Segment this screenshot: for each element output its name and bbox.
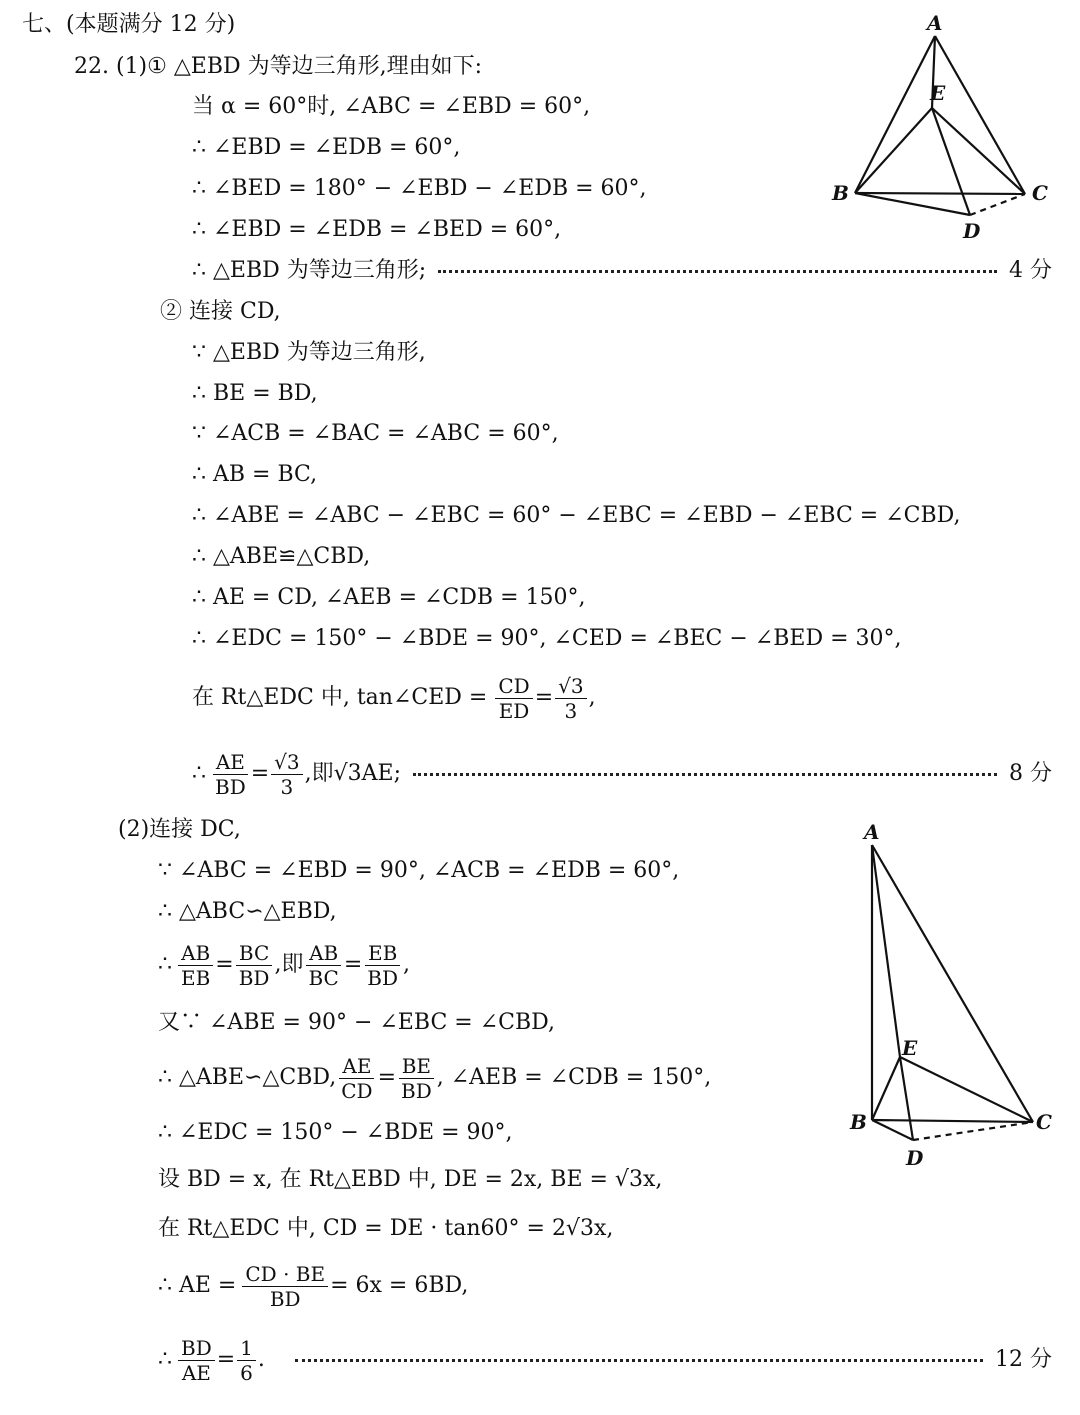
proof-line: ∴ AB = BC, — [192, 462, 318, 487]
denominator: BC — [308, 965, 339, 990]
proof-step-2: ② 连接 CD, — [160, 299, 281, 324]
segment-dc-dashed — [913, 1122, 1033, 1140]
proof-line: 又∵ ∠ABE = 90° − ∠EBC = ∠CBD, — [158, 1010, 555, 1035]
proof-line-fraction — [158, 1256, 468, 1316]
segment-ac — [935, 36, 1025, 194]
numerator: BE — [399, 1054, 434, 1079]
proof-text: = 6x = 6BD, — [330, 1273, 469, 1298]
fraction — [178, 941, 213, 990]
vertex-label-a: A — [927, 11, 943, 35]
fraction — [178, 1336, 215, 1385]
proof-line: ∴ ∠EBD = ∠EDB = ∠BED = 60°, — [192, 217, 562, 242]
segment-bd — [872, 1120, 913, 1140]
score-mark: 12 分 — [995, 1347, 1052, 1372]
proof-line: ∵ ∠ABC = ∠EBD = 90°, ∠ACB = ∠EDB = 60°, — [158, 858, 680, 883]
denominator: 3 — [564, 698, 578, 723]
segment-bc — [872, 1120, 1033, 1122]
fraction — [271, 750, 302, 799]
proof-text: ∴ △EBD 为等边三角形; — [192, 258, 427, 283]
proof-line-scored — [192, 256, 1052, 286]
denominator: BD — [269, 1286, 301, 1311]
segment-ac — [872, 845, 1033, 1122]
numerator: BD — [178, 1336, 215, 1361]
numerator: BC — [236, 941, 272, 966]
proof-line-scored — [158, 1330, 1052, 1390]
segment-ae — [872, 845, 900, 1057]
score-leader — [413, 773, 997, 776]
proof-text: ∴ — [158, 952, 172, 977]
proof-text: , — [403, 952, 411, 977]
equals-sign: = — [377, 1065, 397, 1090]
proof-line: ∴ ∠EBD = ∠EDB = 60°, — [192, 135, 461, 160]
proof-text: ∴ — [158, 1347, 172, 1372]
denominator: CD — [341, 1078, 373, 1103]
segment-bd — [855, 193, 970, 215]
equals-sign: = — [343, 952, 363, 977]
denominator: AE — [181, 1360, 211, 1385]
proof-text: 在 Rt△EDC 中, tan∠CED = — [192, 685, 488, 710]
proof-line: ∴ △ABC∽△EBD, — [158, 899, 337, 924]
proof-line: ∵ △EBD 为等边三角形, — [192, 340, 426, 365]
vertex-label-d: D — [906, 1146, 924, 1170]
part-2-intro: (2)连接 DC, — [118, 817, 241, 842]
numerator: √3 — [271, 750, 302, 775]
numerator: CD — [495, 674, 532, 699]
vertex-label-c: C — [1032, 181, 1048, 205]
proof-line: ∴ BE = BD, — [192, 381, 318, 406]
proof-text: ∴ AE = — [158, 1273, 237, 1298]
proof-line: ∴ ∠BED = 180° − ∠EBD − ∠EDB = 60°, — [192, 176, 647, 201]
proof-text: ,即√3AE; — [304, 761, 402, 786]
score-mark: 8 分 — [1009, 761, 1052, 786]
fraction — [398, 1054, 435, 1103]
fraction — [212, 750, 249, 799]
proof-text: . — [257, 1347, 265, 1372]
equals-sign: = — [534, 685, 554, 710]
numerator: AB — [306, 941, 341, 966]
section-header: 七、(本题满分 12 分) — [22, 12, 236, 37]
fraction — [555, 674, 586, 723]
fraction — [338, 1054, 375, 1103]
denominator: 3 — [280, 774, 294, 799]
proof-line-fraction — [192, 668, 596, 728]
fraction — [236, 941, 273, 990]
proof-line: ∴ ∠ABE = ∠ABC − ∠EBC = 60° − ∠EBC = ∠EBD − ∠EBC = ∠CBD, — [192, 503, 961, 528]
proof-line-scored — [192, 744, 1052, 804]
problem-intro: 22. (1)① △EBD 为等边三角形,理由如下: — [74, 54, 483, 79]
vertex-label-b: B — [850, 1110, 867, 1134]
fraction — [495, 674, 532, 723]
proof-line: ∴ ∠EDC = 150° − ∠BDE = 90°, — [158, 1120, 513, 1145]
proof-text: , ∠AEB = ∠CDB = 150°, — [436, 1065, 712, 1090]
vertex-label-c: C — [1036, 1110, 1052, 1134]
proof-text: , — [588, 685, 596, 710]
figure-2-diagram — [840, 815, 1060, 1175]
denominator: BD — [367, 965, 399, 990]
vertex-label-e: E — [930, 81, 946, 105]
numerator: 1 — [237, 1336, 256, 1361]
segment-cd-dashed — [970, 194, 1025, 215]
denominator: ED — [498, 698, 530, 723]
denominator: 6 — [240, 1360, 253, 1385]
proof-line: 在 Rt△EDC 中, CD = DE · tan60° = 2√3x, — [158, 1216, 614, 1241]
fraction — [305, 941, 341, 990]
proof-line: ∵ ∠ACB = ∠BAC = ∠ABC = 60°, — [192, 421, 559, 446]
proof-line: ∴ ∠EDC = 150° − ∠BDE = 90°, ∠CED = ∠BEC − ∠BED = 30°, — [192, 626, 902, 651]
fraction — [237, 1336, 256, 1385]
proof-line: 当 α = 60°时, ∠ABC = ∠EBD = 60°, — [192, 94, 591, 119]
segment-ab — [855, 36, 935, 193]
equals-sign: = — [215, 952, 234, 977]
proof-text: ,即 — [274, 952, 304, 977]
proof-line: 设 BD = x, 在 Rt△EBD 中, DE = 2x, BE = √3x, — [158, 1167, 663, 1192]
proof-line-fraction — [158, 935, 410, 995]
segment-be — [855, 108, 932, 193]
vertex-label-a: A — [864, 820, 880, 844]
numerator: AE — [213, 750, 248, 775]
denominator: BD — [238, 965, 270, 990]
segment-bc — [855, 193, 1025, 194]
proof-line-fraction — [158, 1048, 711, 1108]
proof-line: ∴ AE = CD, ∠AEB = ∠CDB = 150°, — [192, 585, 586, 610]
segment-ed — [932, 108, 970, 215]
numerator: √3 — [555, 674, 586, 699]
segment-ec — [932, 108, 1025, 194]
fraction — [364, 941, 401, 990]
score-leader — [438, 270, 997, 273]
proof-line: ∴ △ABE≌△CBD, — [192, 544, 371, 569]
score-mark: 4 分 — [1009, 258, 1052, 283]
proof-text: ∴ — [192, 761, 206, 786]
denominator: EB — [181, 965, 211, 990]
vertex-label-b: B — [832, 181, 849, 205]
segment-ed — [900, 1057, 913, 1140]
equals-sign: = — [250, 761, 270, 786]
equals-sign: = — [216, 1347, 236, 1372]
vertex-label-e: E — [902, 1036, 918, 1060]
numerator: AE — [339, 1054, 374, 1079]
numerator: AB — [178, 941, 213, 966]
fraction — [242, 1262, 328, 1311]
vertex-label-d: D — [963, 219, 981, 243]
numerator: EB — [365, 941, 400, 966]
denominator: BD — [215, 774, 246, 799]
segment-be — [872, 1057, 900, 1120]
score-leader — [295, 1359, 983, 1362]
proof-text: ∴ △ABE∽△CBD, — [158, 1065, 337, 1090]
figure-1-diagram — [820, 8, 1060, 248]
numerator: CD · BE — [242, 1262, 328, 1287]
denominator: BD — [401, 1078, 432, 1103]
